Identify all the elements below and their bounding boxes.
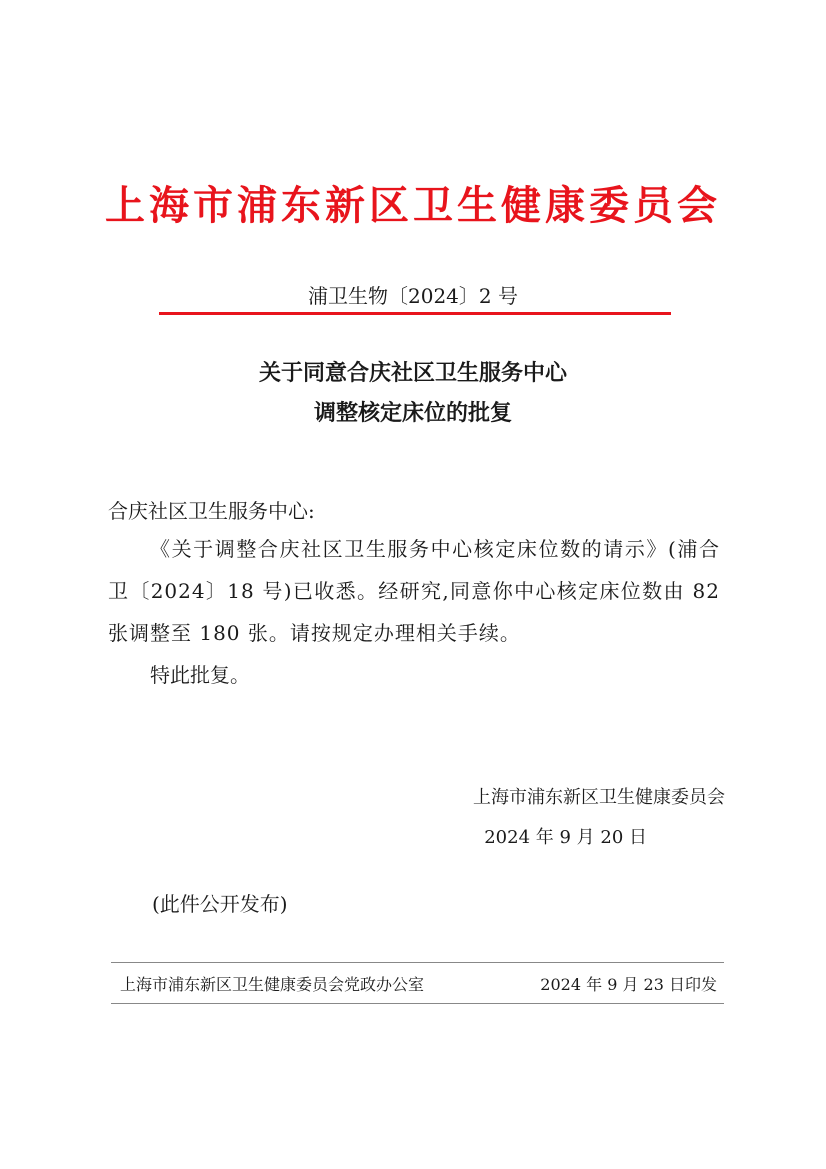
salutation: 合庆社区卫生服务中心:	[108, 499, 315, 523]
issuing-organization-header: 上海市浦东新区卫生健康委员会	[105, 182, 721, 229]
body-paragraph: 《关于调整合庆社区卫生服务中心核定床位数的请示》(浦合卫〔2024〕18 号)已收悉。经研究,同意你中心核定床位数由 82 张调整至 180 张。请按规定办理相关手续。	[108, 537, 720, 645]
footer-top-rule	[111, 962, 724, 963]
closing-remark: 特此批复。	[150, 663, 250, 687]
document-title-line-1: 关于同意合庆社区卫生服务中心	[258, 361, 567, 386]
document-title-line-2: 调整核定床位的批复	[313, 401, 512, 426]
red-divider-line	[159, 312, 671, 315]
publication-notice: (此件公开发布)	[152, 892, 288, 916]
footer-bottom-rule	[111, 1003, 724, 1004]
signature-date: 2024 年 9 月 20 日	[484, 827, 647, 848]
signature-organization: 上海市浦东新区卫生健康委员会	[473, 787, 725, 808]
footer-print-date: 2024 年 9 月 23 日印发	[540, 975, 717, 994]
document-number: 浦卫生物〔2024〕2 号	[308, 284, 518, 308]
footer-issuer: 上海市浦东新区卫生健康委员会党政办公室	[120, 975, 425, 994]
